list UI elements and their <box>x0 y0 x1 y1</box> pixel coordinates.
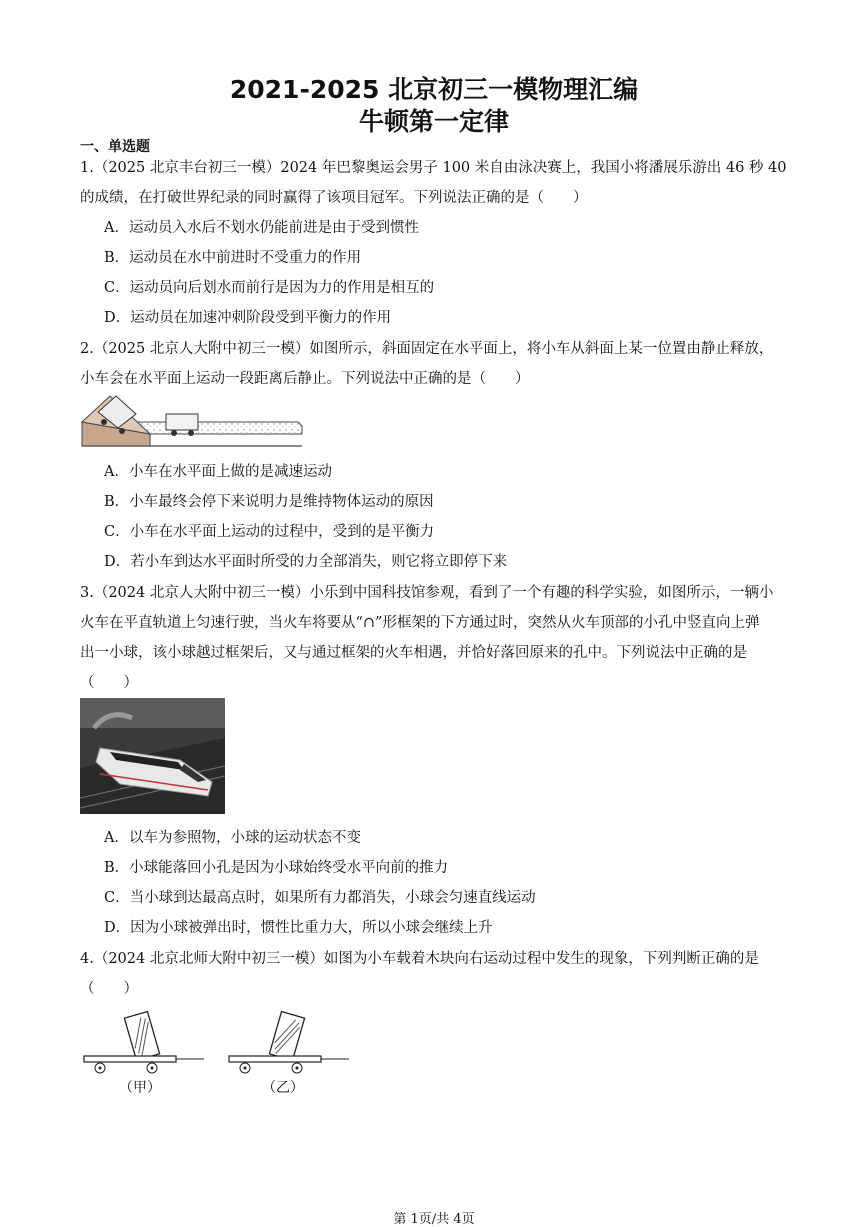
section-heading: 一、单选题 <box>80 139 150 155</box>
q3-option-d: D．因为小球被弹出时，惯性比重力大，所以小球会继续上升 <box>104 920 493 936</box>
q3-option-b: B．小球能落回小孔是因为小球始终受水平向前的推力 <box>104 860 449 876</box>
q1-option-c: C．运动员向后划水而前行是因为力的作用是相互的 <box>104 280 435 296</box>
q3-stem-line4: （ ） <box>80 675 138 691</box>
page-footer: 第 1页/共 4页 <box>393 1212 475 1227</box>
q3-option-c: C．当小球到达最高点时，如果所有力都消失，小球会匀速直线运动 <box>104 890 536 906</box>
q2-stem-line2: 小车会在水平面上运动一段距离后静止。下列说法中正确的是（ ） <box>80 371 530 387</box>
q2-option-a: A．小车在水平面上做的是减速运动 <box>104 464 332 480</box>
q2-stem-line1: 2.（2025 北京人大附中初三一模）如图所示，斜面固定在水平面上，将小车从斜面上某一位置由静止释放， <box>80 341 774 357</box>
q2-option-c: C．小车在水平面上运动的过程中，受到的是平衡力 <box>104 524 435 540</box>
q1-option-a: A．运动员入水后不划水仍能前进是由于受到惯性 <box>104 220 419 236</box>
q1-option-d: D．运动员在加速冲刺阶段受到平衡力的作用 <box>104 310 392 326</box>
q3-stem-line1: 3.（2024 北京人大附中初三一模）小乐到中国科技馆参观，看到了一个有趣的科学实验，如图所示，一辆小 <box>80 585 774 601</box>
cart-block-figure-b <box>225 1006 355 1078</box>
q3-stem-line2: 火车在平直轨道上匀速行驶，当火车将要从“∩”形框架的下方通过时，突然从火车顶部的小孔中竖直向上弹 <box>80 615 760 631</box>
q1-stem-line2: 的成绩，在打破世界纪录的同时赢得了该项目冠军。下列说法正确的是（ ） <box>80 190 588 206</box>
q4-stem-line2: （ ） <box>80 981 138 997</box>
q1-stem-line1: 1.（2025 北京丰台初三一模）2024 年巴黎奥运会男子 100 米自由泳决赛上，我国小将潘展乐游出 46 秒 40 <box>80 160 787 176</box>
document-title: 2021-2025 北京初三一模物理汇编 <box>229 75 639 104</box>
q4-stem-line1: 4.（2024 北京北师大附中初三一模）如图为小车载着木块向右运动过程中发生的现象，下列判断正确的是 <box>80 951 759 967</box>
document-subtitle: 牛顿第一定律 <box>358 107 509 136</box>
q1-option-b: B．运动员在水中前进时不受重力的作用 <box>104 250 362 266</box>
q2-option-b: B．小车最终会停下来说明力是维持物体运动的原因 <box>104 494 434 510</box>
figure-label-yi: （乙） <box>262 1080 304 1096</box>
q3-stem-line3: 出一小球，该小球越过框架后，又与通过框架的火车相遇，并恰好落回原来的孔中。下列说法中正确的是 <box>80 645 747 661</box>
train-photo <box>80 698 225 814</box>
q2-option-d: D．若小车到达水平面时所受的力全部消失，则它将立即停下来 <box>104 554 508 570</box>
incline-cart-figure <box>80 392 305 450</box>
cart-block-figure-a <box>80 1006 210 1078</box>
q3-option-a: A．以车为参照物，小球的运动状态不变 <box>104 830 361 846</box>
figure-label-jia: （甲） <box>119 1080 161 1096</box>
